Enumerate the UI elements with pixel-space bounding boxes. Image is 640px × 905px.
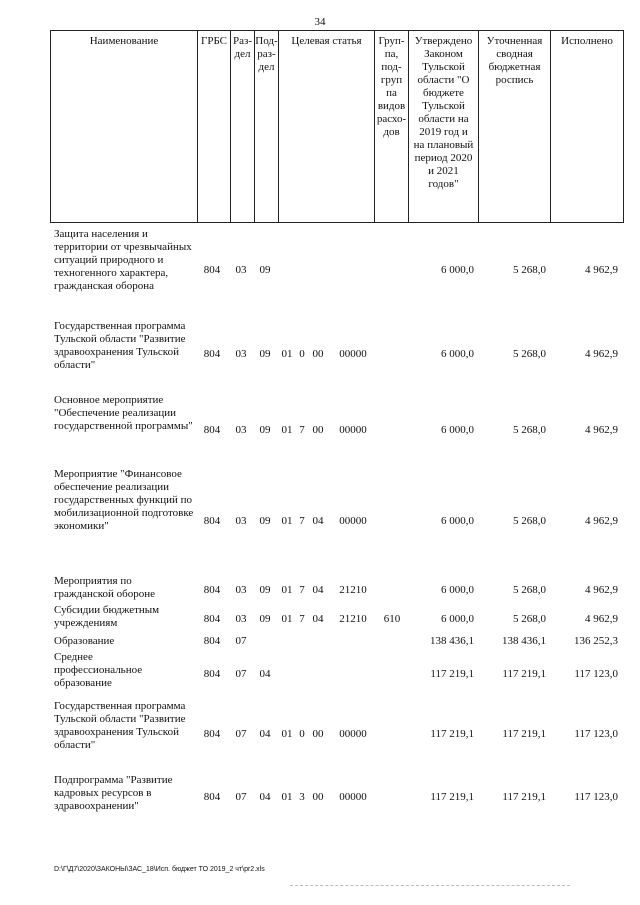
cell-razdel: 07 bbox=[235, 791, 247, 803]
header-name-label: Наименование bbox=[89, 35, 159, 47]
cell-target-direction: 00000 bbox=[339, 515, 367, 527]
cell-target-direction: 21210 bbox=[339, 584, 367, 596]
header-approved-line: период 2020 bbox=[414, 152, 473, 164]
header-refined bbox=[478, 30, 550, 223]
cell-refined: 117 219,1 bbox=[502, 668, 546, 680]
cell-target-direction: 00000 bbox=[339, 791, 367, 803]
cell-target-program: 01 bbox=[281, 584, 293, 596]
cell-target-direction: 00000 bbox=[339, 348, 367, 360]
cell-razdel: 03 bbox=[235, 613, 247, 625]
cell-executed: 117 123,0 bbox=[574, 728, 618, 740]
cell-target-event: 00 bbox=[312, 791, 324, 803]
cell-refined: 5 268,0 bbox=[513, 584, 546, 596]
header-refined-line: Уточненная bbox=[486, 35, 543, 47]
row-name: Мероприятие "Финансовое обеспечение реализации государственных функций по мобилизационной подготовке экономики" bbox=[54, 468, 194, 532]
cell-target-program: 01 bbox=[281, 424, 293, 436]
header-podrazdel-line: раз- bbox=[257, 48, 276, 60]
cell-target-program: 01 bbox=[281, 791, 293, 803]
cell-refined: 117 219,1 bbox=[502, 791, 546, 803]
cell-podrazdel: 09 bbox=[259, 264, 271, 276]
header-target bbox=[278, 30, 374, 223]
row-name: Субсидии бюджетным учреждениям bbox=[54, 604, 160, 629]
cell-target-event: 00 bbox=[312, 728, 324, 740]
cell-podrazdel: 09 bbox=[259, 515, 271, 527]
cell-approved: 6 000,0 bbox=[441, 584, 474, 596]
header-vid-line: па, bbox=[384, 48, 399, 60]
cell-podrazdel: 09 bbox=[259, 584, 271, 596]
header-approved-line: бюджете bbox=[423, 87, 464, 99]
header-refined-line: роспись bbox=[495, 74, 534, 86]
row-name: Подпрограмма "Развитие кадровых ресурсов в здравоохранении" bbox=[54, 774, 173, 812]
cell-target-event: 04 bbox=[312, 584, 324, 596]
header-approved-line: на плановый bbox=[413, 139, 474, 151]
cell-target-event: 04 bbox=[312, 613, 324, 625]
cell-razdel: 03 bbox=[235, 264, 247, 276]
cell-grbs: 804 bbox=[203, 424, 221, 436]
row-name: Среднее профессиональное образование bbox=[54, 651, 143, 689]
cell-executed: 117 123,0 bbox=[574, 791, 618, 803]
header-vid-line: расхо- bbox=[376, 113, 407, 125]
cell-target-event: 00 bbox=[312, 424, 324, 436]
cell-target-program: 01 bbox=[281, 348, 293, 360]
header-podrazdel-line: дел bbox=[258, 61, 275, 73]
header-approved-line: 2019 год и bbox=[419, 126, 468, 138]
header-razdel-line: дел bbox=[234, 48, 251, 60]
cell-target-direction: 00000 bbox=[339, 424, 367, 436]
header-refined-line: сводная bbox=[496, 48, 533, 60]
cell-executed: 4 962,9 bbox=[585, 348, 618, 360]
cell-grbs: 804 bbox=[203, 613, 221, 625]
cell-refined: 117 219,1 bbox=[502, 728, 546, 740]
cell-refined: 5 268,0 bbox=[513, 348, 546, 360]
cell-executed: 4 962,9 bbox=[585, 264, 618, 276]
cell-executed: 4 962,9 bbox=[585, 613, 618, 625]
header-vid-line: под- bbox=[381, 61, 402, 73]
cell-podrazdel: 04 bbox=[259, 668, 271, 680]
row-name: Защита населения и территории от чрезвычайных ситуаций природного и техногенного характера, гражданская оборона bbox=[54, 228, 192, 292]
cell-grbs: 804 bbox=[203, 584, 221, 596]
cell-razdel: 07 bbox=[235, 668, 247, 680]
cell-target-subprogram: 3 bbox=[299, 791, 305, 803]
cell-razdel: 03 bbox=[235, 584, 247, 596]
page-number: 34 bbox=[314, 16, 326, 28]
cell-target-direction: 21210 bbox=[339, 613, 367, 625]
header-name bbox=[50, 30, 197, 223]
header-vid-line: Груп- bbox=[378, 35, 405, 47]
header-vid bbox=[374, 30, 408, 223]
cell-podrazdel: 04 bbox=[259, 728, 271, 740]
cell-grbs: 804 bbox=[203, 348, 221, 360]
cell-refined: 5 268,0 bbox=[513, 424, 546, 436]
cell-target-subprogram: 0 bbox=[299, 728, 305, 740]
cell-refined: 138 436,1 bbox=[502, 635, 546, 647]
cell-grbs: 804 bbox=[203, 728, 221, 740]
cell-approved: 117 219,1 bbox=[430, 728, 474, 740]
cell-approved: 6 000,0 bbox=[441, 613, 474, 625]
row-name: Образование bbox=[54, 635, 115, 647]
cell-podrazdel: 09 bbox=[259, 348, 271, 360]
cell-vid: 610 bbox=[383, 613, 401, 625]
cell-podrazdel: 04 bbox=[259, 791, 271, 803]
cell-executed: 117 123,0 bbox=[574, 668, 618, 680]
cell-target-program: 01 bbox=[281, 728, 293, 740]
file-path-footer: D:\Г\Д7\2020\ЗАКОНЫ\ЗАС_18\Исп. бюджет ТО 2019_2 чт\pr2.xls bbox=[54, 866, 265, 873]
cell-podrazdel: 09 bbox=[259, 424, 271, 436]
cell-approved: 6 000,0 bbox=[441, 515, 474, 527]
cell-grbs: 804 bbox=[203, 791, 221, 803]
header-razdel bbox=[230, 30, 254, 223]
cell-target-direction: 00000 bbox=[339, 728, 367, 740]
cell-razdel: 03 bbox=[235, 348, 247, 360]
cell-podrazdel: 09 bbox=[259, 613, 271, 625]
row-name: Мероприятия по гражданской обороне bbox=[54, 575, 156, 600]
header-target-label: Целевая статья bbox=[291, 35, 362, 47]
cell-target-subprogram: 7 bbox=[299, 584, 305, 596]
cell-approved: 117 219,1 bbox=[430, 791, 474, 803]
cell-approved: 6 000,0 bbox=[441, 348, 474, 360]
header-vid-line: па bbox=[386, 87, 397, 99]
cell-target-subprogram: 7 bbox=[299, 613, 305, 625]
header-approved-line: Законом bbox=[424, 48, 463, 60]
header-refined-line: бюджетная bbox=[488, 61, 541, 73]
cell-target-subprogram: 7 bbox=[299, 424, 305, 436]
cell-executed: 136 252,3 bbox=[574, 635, 618, 647]
cell-approved: 117 219,1 bbox=[430, 668, 474, 680]
cell-target-program: 01 bbox=[281, 515, 293, 527]
cell-target-event: 04 bbox=[312, 515, 324, 527]
cell-executed: 4 962,9 bbox=[585, 515, 618, 527]
header-grbs bbox=[197, 30, 230, 223]
row-name: Государственная программа Тульской области "Развитие здравоохранения Тульской области" bbox=[54, 320, 186, 371]
row-name: Основное мероприятие "Обеспечение реализации государственной программы" bbox=[54, 394, 193, 432]
header-vid-line: видов bbox=[377, 100, 406, 112]
cell-refined: 5 268,0 bbox=[513, 264, 546, 276]
header-approved-line: и 2021 bbox=[428, 165, 459, 177]
cell-executed: 4 962,9 bbox=[585, 424, 618, 436]
header-approved-line: Тульской bbox=[422, 100, 465, 112]
cell-razdel: 03 bbox=[235, 515, 247, 527]
cell-target-subprogram: 0 bbox=[299, 348, 305, 360]
cell-razdel: 03 bbox=[235, 424, 247, 436]
header-approved-line: Тульской bbox=[422, 61, 465, 73]
cell-target-subprogram: 7 bbox=[299, 515, 305, 527]
header-executed-label: Исполнено bbox=[561, 35, 613, 47]
cell-target-event: 00 bbox=[312, 348, 324, 360]
cell-grbs: 804 bbox=[203, 515, 221, 527]
cell-refined: 5 268,0 bbox=[513, 613, 546, 625]
cell-grbs: 804 bbox=[203, 635, 221, 647]
header-approved bbox=[408, 30, 478, 223]
cell-razdel: 07 bbox=[235, 635, 247, 647]
cell-target-program: 01 bbox=[281, 613, 293, 625]
cell-executed: 4 962,9 bbox=[585, 584, 618, 596]
footer-divider bbox=[290, 885, 570, 886]
header-approved-line: области на bbox=[418, 113, 469, 125]
cell-approved: 6 000,0 bbox=[441, 424, 474, 436]
header-grbs-label: ГРБС bbox=[200, 35, 228, 47]
header-vid-line: дов bbox=[383, 126, 400, 138]
header-podrazdel-line: Под- bbox=[255, 35, 278, 47]
header-podrazdel bbox=[254, 30, 278, 223]
header-approved-line: Утверждено bbox=[414, 35, 473, 47]
cell-grbs: 804 bbox=[203, 264, 221, 276]
cell-grbs: 804 bbox=[203, 668, 221, 680]
row-name: Государственная программа Тульской области "Развитие здравоохранения Тульской области" bbox=[54, 700, 186, 751]
header-razdel-line: Раз- bbox=[232, 35, 252, 47]
header-approved-line: годов" bbox=[428, 178, 459, 190]
header-approved-line: области "О bbox=[417, 74, 470, 86]
header-vid-line: груп bbox=[380, 74, 403, 86]
cell-razdel: 07 bbox=[235, 728, 247, 740]
cell-approved: 138 436,1 bbox=[430, 635, 474, 647]
cell-approved: 6 000,0 bbox=[441, 264, 474, 276]
cell-refined: 5 268,0 bbox=[513, 515, 546, 527]
header-executed bbox=[550, 30, 624, 223]
